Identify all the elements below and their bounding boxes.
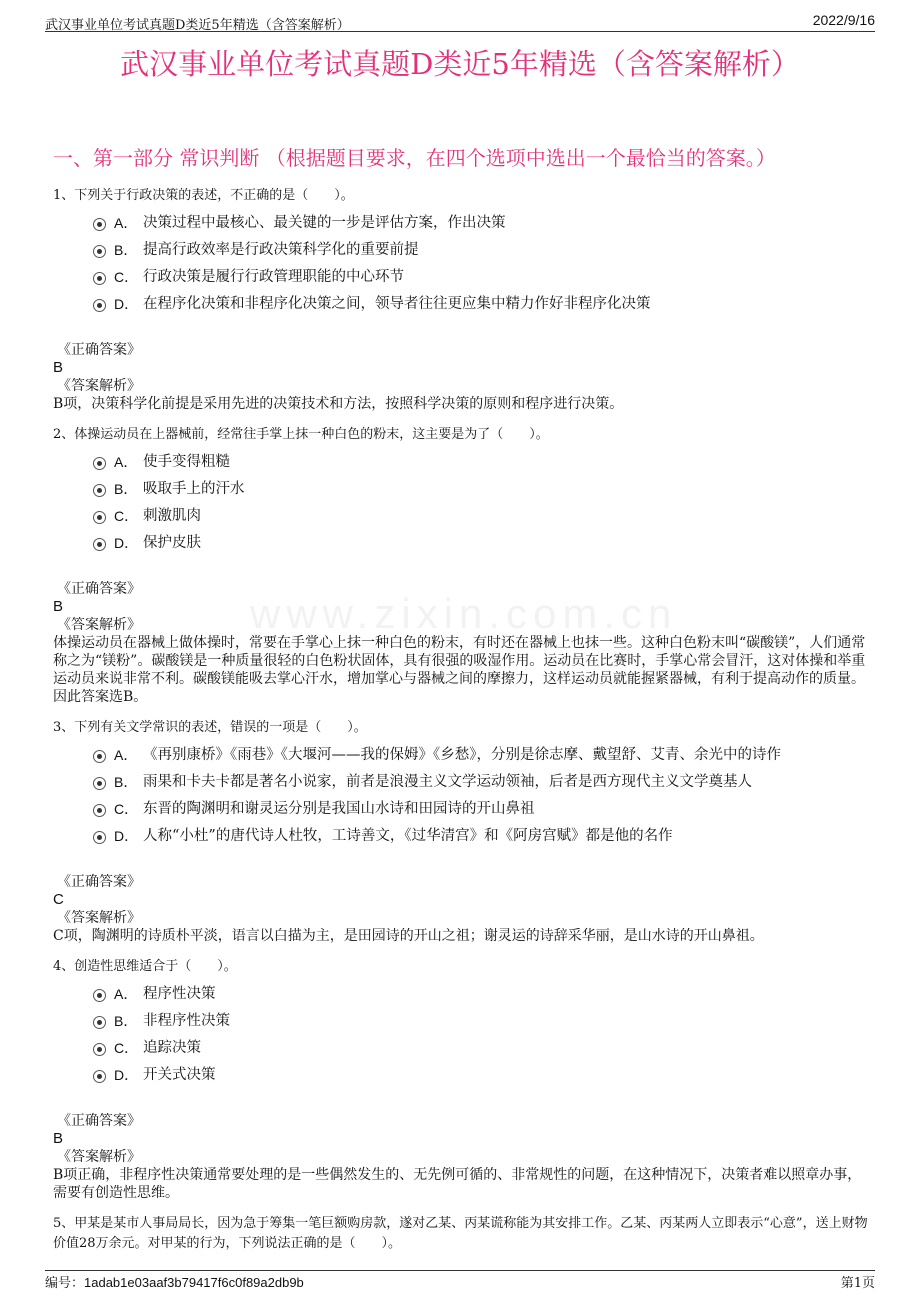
option-text: 保护皮肤 <box>143 535 201 551</box>
option-a[interactable] <box>93 981 868 1008</box>
page-header <box>45 12 875 32</box>
question-1 <box>53 186 868 413</box>
answer-label: 《正确答案》 <box>57 1113 141 1129</box>
radio-icon[interactable] <box>93 484 106 497</box>
header-divider <box>45 31 875 32</box>
option-letter: D． <box>114 1067 139 1083</box>
question-text: 4、创造性思维适合于（ ）。 <box>53 959 237 974</box>
option-text: 东晋的陶渊明和谢灵运分别是我国山水诗和田园诗的开山鼻祖 <box>143 801 535 817</box>
option-a[interactable] <box>93 210 868 237</box>
question-text: 3、下列有关文学常识的表述，错误的一项是（ ）。 <box>53 720 367 735</box>
option-c[interactable] <box>93 1035 868 1062</box>
header-doc-title: 武汉事业单位考试真题D类近5年精选（含答案解析） <box>45 18 350 33</box>
option-text: 追踪决策 <box>143 1040 201 1056</box>
radio-icon[interactable] <box>93 804 106 817</box>
radio-icon[interactable] <box>93 457 106 470</box>
page-number: 第1页 <box>840 1276 875 1291</box>
option-b[interactable] <box>93 1008 868 1035</box>
option-d[interactable] <box>93 823 868 850</box>
answer-label: 《正确答案》 <box>57 874 141 890</box>
option-text: 程序性决策 <box>143 986 216 1002</box>
option-letter: D． <box>114 535 139 551</box>
radio-icon[interactable] <box>93 831 106 844</box>
question-2 <box>53 425 868 706</box>
option-letter: B． <box>114 481 138 497</box>
analysis-label: 《答案解析》 <box>57 617 141 633</box>
radio-icon[interactable] <box>93 989 106 1002</box>
option-d[interactable] <box>93 1062 868 1089</box>
radio-icon[interactable] <box>93 1043 106 1056</box>
analysis-label: 《答案解析》 <box>57 1149 141 1165</box>
option-d[interactable] <box>93 530 868 557</box>
option-letter: C． <box>114 508 139 524</box>
option-letter: A． <box>114 454 138 470</box>
option-b[interactable] <box>93 769 868 796</box>
option-a[interactable] <box>93 449 868 476</box>
analysis-text: B项，决策科学化前提是采用先进的决策技术和方法，按照科学决策的原则和程序进行决策。 <box>53 396 624 412</box>
analysis-label: 《答案解析》 <box>57 910 141 926</box>
option-a[interactable] <box>93 742 868 769</box>
page-footer <box>45 1270 875 1291</box>
answer-label: 《正确答案》 <box>57 581 141 597</box>
option-c[interactable] <box>93 796 868 823</box>
analysis-label: 《答案解析》 <box>57 378 141 394</box>
answer-value: B <box>53 359 64 376</box>
option-letter: C． <box>114 1040 139 1056</box>
radio-icon[interactable] <box>93 272 106 285</box>
radio-icon[interactable] <box>93 218 106 231</box>
answer-value: C <box>53 891 64 908</box>
question-list <box>53 186 868 1254</box>
option-text: 在程序化决策和非程序化决策之间，领导者往往更应集中精力作好非程序化决策 <box>143 296 651 312</box>
option-text: 开关式决策 <box>143 1067 216 1083</box>
option-letter: B． <box>114 774 138 790</box>
radio-icon[interactable] <box>93 511 106 524</box>
header-date: 2022/9/16 <box>812 12 875 28</box>
analysis-text: 体操运动员在器械上做体操时，常要在手掌心上抹一种白色的粉末，有时还在器械上也抹一些。这种白色粉末叫“碳酸镁”，人们通常称之为“镁粉”。碳酸镁是一种质量很轻的白色粉状固体，具有很强的吸湿作用。运动员在比赛时，手掌心常会冒汗，这对体操和举重运动员来说非常不利。碳酸镁能吸去掌心汗水，增加掌心与器械之间的摩擦力，这样运动员就能握紧器械，有利于提高动作的质量。因此答案选B。 <box>53 635 866 705</box>
doc-code <box>45 1272 304 1291</box>
option-letter: B． <box>114 242 138 258</box>
option-text: 《再别康桥》《雨巷》《大堰河——我的保姆》《乡愁》，分别是徐志摩、戴望舒、艾青、余光中的诗作 <box>143 747 781 763</box>
question-text: 5、甲某是某市人事局局长，因为急于筹集一笔巨额购房款，遂对乙某、丙某谎称能为其安排工作。乙某、丙某两人立即表示“心意”，送上财物价值28万余元。对甲某的行为，下列说法正确的是（ ）。 <box>53 1216 868 1251</box>
question-3 <box>53 718 868 945</box>
question-text: 1、下列关于行政决策的表述，不正确的是（ ）。 <box>53 188 354 203</box>
option-text: 吸取手上的汗水 <box>143 481 245 497</box>
option-text: 刺激肌肉 <box>143 508 201 524</box>
question-4 <box>53 957 868 1202</box>
radio-icon[interactable] <box>93 1016 106 1029</box>
answer-value: B <box>53 598 64 615</box>
option-text: 使手变得粗糙 <box>143 454 230 470</box>
option-letter: D． <box>114 828 139 844</box>
doc-code-label: 编号： <box>45 1276 85 1291</box>
analysis-text: B项正确，非程序性决策通常要处理的是一些偶然发生的、无先例可循的、非常规性的问题，在这种情况下，决策者难以照章办事，需要有创造性思维。 <box>53 1167 862 1201</box>
answer-label: 《正确答案》 <box>57 342 141 358</box>
radio-icon[interactable] <box>93 299 106 312</box>
option-text: 非程序性决策 <box>143 1013 230 1029</box>
option-text: 雨果和卡夫卡都是著名小说家，前者是浪漫主义文学运动领袖，后者是西方现代主义文学奠基人 <box>143 774 752 790</box>
page-title: 武汉事业单位考试真题D类近5年精选（含答案解析） <box>120 47 800 81</box>
option-b[interactable] <box>93 476 868 503</box>
radio-icon[interactable] <box>93 750 106 763</box>
answer-value: B <box>53 1130 64 1147</box>
option-d[interactable] <box>93 291 868 318</box>
radio-icon[interactable] <box>93 777 106 790</box>
option-c[interactable] <box>93 503 868 530</box>
analysis-text: C项，陶渊明的诗质朴平淡，语言以白描为主，是田园诗的开山之祖；谢灵运的诗辞采华丽，是山水诗的开山鼻祖。 <box>53 928 764 944</box>
watermark: www.zixin.com.cn <box>250 590 678 637</box>
question-text: 2、体操运动员在上器械前，经常往手掌上抹一种白色的粉末，这主要是为了（ ）。 <box>53 427 549 442</box>
radio-icon[interactable] <box>93 245 106 258</box>
option-b[interactable] <box>93 237 868 264</box>
radio-icon[interactable] <box>93 1070 106 1083</box>
option-letter: B． <box>114 1013 138 1029</box>
option-text: 人称“小杜”的唐代诗人杜牧，工诗善文，《过华清宫》和《阿房宫赋》都是他的名作 <box>143 828 673 844</box>
option-c[interactable] <box>93 264 868 291</box>
radio-icon[interactable] <box>93 538 106 551</box>
option-text: 决策过程中最核心、最关键的一步是评估方案，作出决策 <box>143 215 506 231</box>
option-letter: A． <box>114 215 138 231</box>
option-letter: C． <box>114 801 139 817</box>
section-heading: 一、第一部分 常识判断 （根据题目要求，在四个选项中选出一个最恰当的答案。） <box>53 146 776 170</box>
question-5 <box>53 1214 868 1254</box>
doc-code-value: 1adab1e03aaf3b79417f6c0f89a2db9b <box>84 1275 304 1290</box>
option-letter: C． <box>114 269 139 285</box>
option-letter: A． <box>114 747 138 763</box>
option-text: 行政决策是履行行政管理职能的中心环节 <box>143 269 404 285</box>
option-letter: D． <box>114 296 139 312</box>
option-text: 提高行政效率是行政决策科学化的重要前提 <box>143 242 419 258</box>
option-letter: A． <box>114 986 138 1002</box>
